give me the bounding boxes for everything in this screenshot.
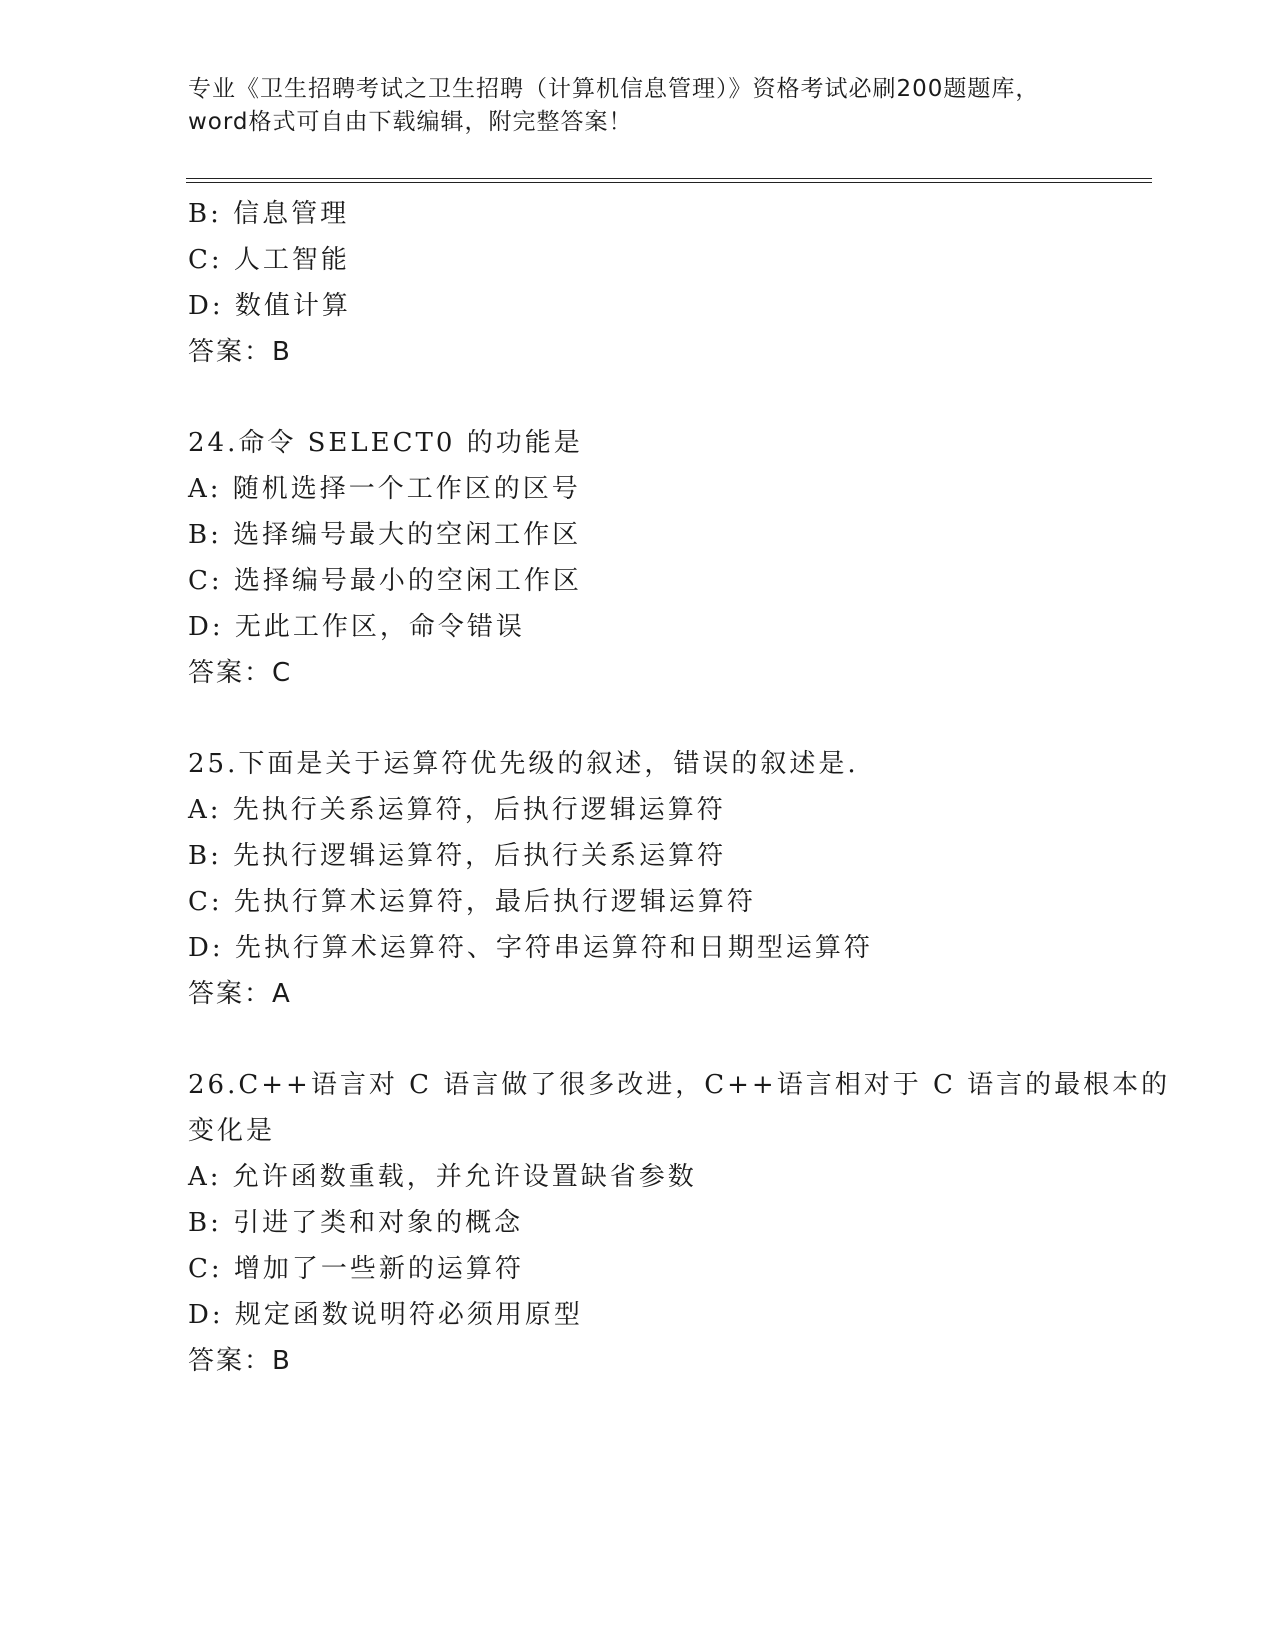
question-text: C++语言对 C 语言做了很多改进，C++语言相对于 C 语言的最根本的 (238, 1070, 1171, 1100)
question-stem (188, 1062, 1171, 1108)
option-a: A: 允许函数重载，并允许设置缺省参数 (188, 1162, 697, 1192)
page-header (188, 73, 1088, 139)
answer-line: 答案：C (188, 658, 293, 688)
option-c: C: 增加了一些新的运算符 (188, 1254, 524, 1284)
option-d: D: 规定函数说明符必须用原型 (188, 1300, 583, 1330)
answer-line: 答案：A (188, 979, 292, 1009)
option-b: B: 选择编号最大的空闲工作区 (188, 520, 582, 550)
option-d: D: 数值计算 (188, 291, 351, 321)
question-23-continued (188, 191, 1088, 375)
question-stem-continued: 变化是 (188, 1116, 276, 1146)
option-c: C: 人工智能 (188, 245, 350, 275)
header-title-line-1: 专业《卫生招聘考试之卫生招聘（计算机信息管理）》资格考试必刷200题题库， (188, 76, 1040, 102)
option-b: B: 信息管理 (188, 199, 350, 229)
option-c: C: 先执行算术运算符，最后执行逻辑运算符 (188, 887, 756, 917)
header-title-line-2: word格式可自由下载编辑，附完整答案！ (188, 109, 633, 135)
question-stem (188, 420, 1088, 466)
spacer (188, 1017, 1088, 1062)
answer-line: 答案：B (188, 337, 292, 367)
option-b: B: 先执行逻辑运算符，后执行关系运算符 (188, 841, 727, 871)
question-number: 26. (188, 1070, 239, 1100)
answer-line: 答案：B (188, 1346, 292, 1376)
question-stem (188, 741, 1088, 787)
option-a: A: 随机选择一个工作区的区号 (188, 474, 581, 504)
option-c: C: 选择编号最小的空闲工作区 (188, 566, 582, 596)
question-text: 下面是关于运算符优先级的叙述，错误的叙述是. (238, 749, 859, 779)
question-number: 25. (188, 749, 239, 779)
option-d: D: 无此工作区，命令错误 (188, 612, 525, 642)
question-text: 命令 SELECT0 的功能是 (238, 428, 583, 458)
question-25 (188, 741, 1088, 1017)
question-24 (188, 420, 1088, 696)
option-b: B: 引进了类和对象的概念 (188, 1208, 524, 1238)
header-divider (186, 178, 1152, 183)
question-list (188, 191, 1171, 1384)
spacer (188, 375, 1088, 420)
question-number: 24. (188, 428, 239, 458)
option-a: A: 先执行关系运算符，后执行逻辑运算符 (188, 795, 726, 825)
question-26 (188, 1062, 1171, 1384)
spacer (188, 696, 1088, 741)
option-d: D: 先执行算术运算符、字符串运算符和日期型运算符 (188, 933, 873, 963)
